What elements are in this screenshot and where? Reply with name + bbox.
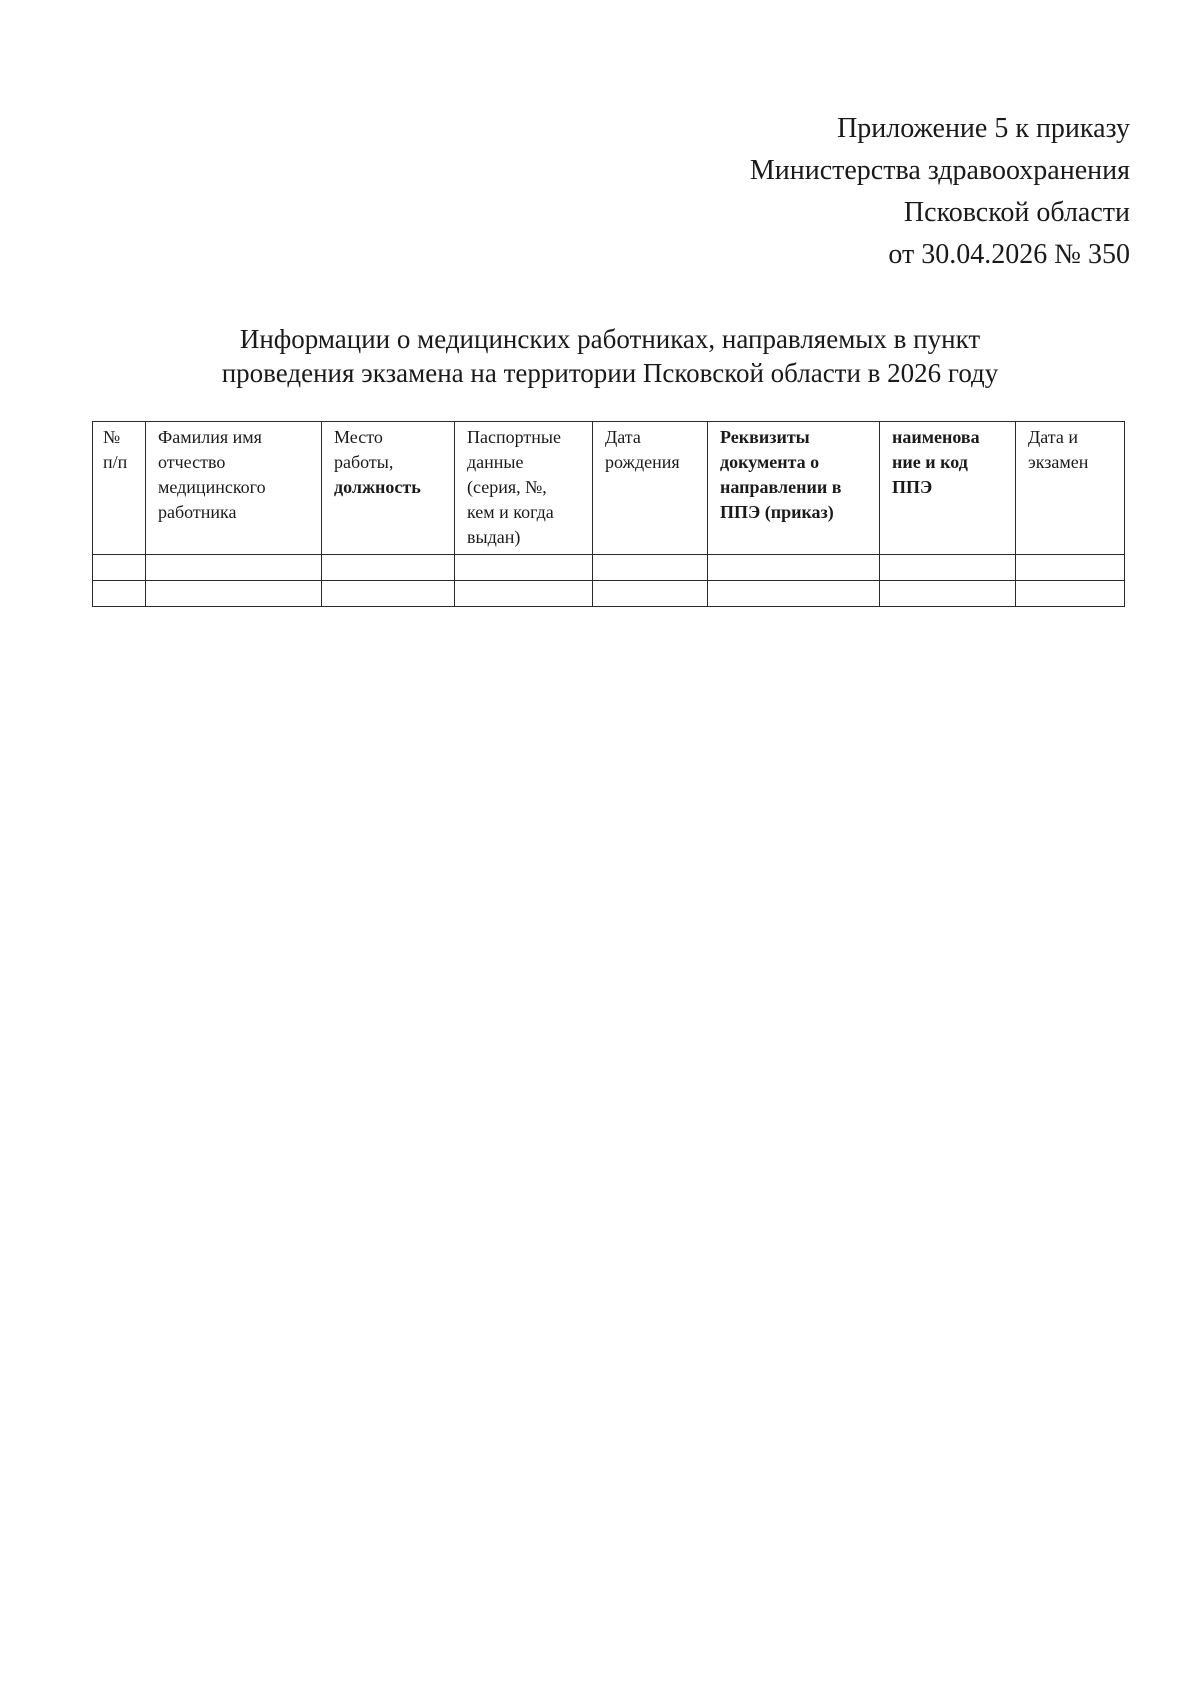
header-text: медицинского: [158, 477, 266, 497]
document-title-line-2: проведения экзамена на территории Псковской области в 2026 году: [221, 358, 999, 388]
region-line: Псковской области: [903, 197, 1130, 228]
header-text: направлении в: [720, 477, 842, 497]
header-text: Дата и: [1028, 427, 1079, 447]
table-cell[interactable]: [708, 555, 880, 581]
table-cell[interactable]: [322, 555, 455, 581]
header-text: Дата: [605, 427, 641, 447]
table-cell[interactable]: [455, 581, 593, 607]
header-text: ние и код: [892, 452, 968, 472]
table-cell[interactable]: [593, 581, 708, 607]
header-text: рождения: [605, 452, 680, 472]
header-text: Реквизиты: [720, 427, 810, 447]
table-cell[interactable]: [146, 581, 322, 607]
column-header-referral-document: [708, 422, 880, 555]
header-text: №: [103, 427, 121, 447]
column-header-workplace: [322, 422, 455, 555]
header-text: работы,: [334, 452, 394, 472]
table-cell[interactable]: [1016, 555, 1125, 581]
table-row: [93, 581, 1125, 607]
column-header-ppe-name-code: [880, 422, 1016, 555]
table-cell[interactable]: [880, 555, 1016, 581]
header-text: ППЭ (приказ): [720, 502, 834, 522]
header-text: кем и когда: [467, 502, 554, 522]
header-text-bold: должность: [334, 477, 421, 497]
table-cell[interactable]: [1016, 581, 1125, 607]
header-text: отчество: [158, 452, 226, 472]
appendix-header: [750, 108, 1130, 276]
table-cell[interactable]: [593, 555, 708, 581]
table-cell[interactable]: [146, 555, 322, 581]
table-cell[interactable]: [93, 581, 146, 607]
header-text: Фамилия имя: [158, 427, 262, 447]
column-header-exam-date: [1016, 422, 1125, 555]
appendix-line: Приложение 5 к приказу: [837, 113, 1130, 144]
table-cell[interactable]: [708, 581, 880, 607]
header-text: п/п: [103, 452, 128, 472]
table-cell[interactable]: [455, 555, 593, 581]
header-text: ППЭ: [892, 477, 933, 497]
column-header-birth-date: [593, 422, 708, 555]
table-header-row: [93, 422, 1125, 555]
column-header-full-name: [146, 422, 322, 555]
order-date-line: от 30.04.2026 № 350: [888, 239, 1130, 270]
header-text: работника: [158, 502, 237, 522]
header-text: данные: [467, 452, 524, 472]
table-cell[interactable]: [322, 581, 455, 607]
header-text: экзамен: [1028, 452, 1089, 472]
column-header-number: [93, 422, 146, 555]
column-header-passport: [455, 422, 593, 555]
document-title: [100, 322, 1120, 390]
header-text: (серия, №,: [467, 477, 547, 497]
ministry-line: Министерства здравоохранения: [749, 155, 1130, 186]
header-text: Паспортные: [467, 427, 561, 447]
header-text: наименова: [892, 427, 980, 447]
table-row: [93, 555, 1125, 581]
header-text: документа о: [720, 452, 820, 472]
table-cell[interactable]: [880, 581, 1016, 607]
header-text: выдан): [467, 527, 521, 547]
document-title-line-1: Информации о медицинских работниках, направляемых в пункт: [239, 324, 981, 354]
medical-workers-table: [92, 421, 1125, 607]
header-text: Место: [334, 427, 383, 447]
table-cell[interactable]: [93, 555, 146, 581]
